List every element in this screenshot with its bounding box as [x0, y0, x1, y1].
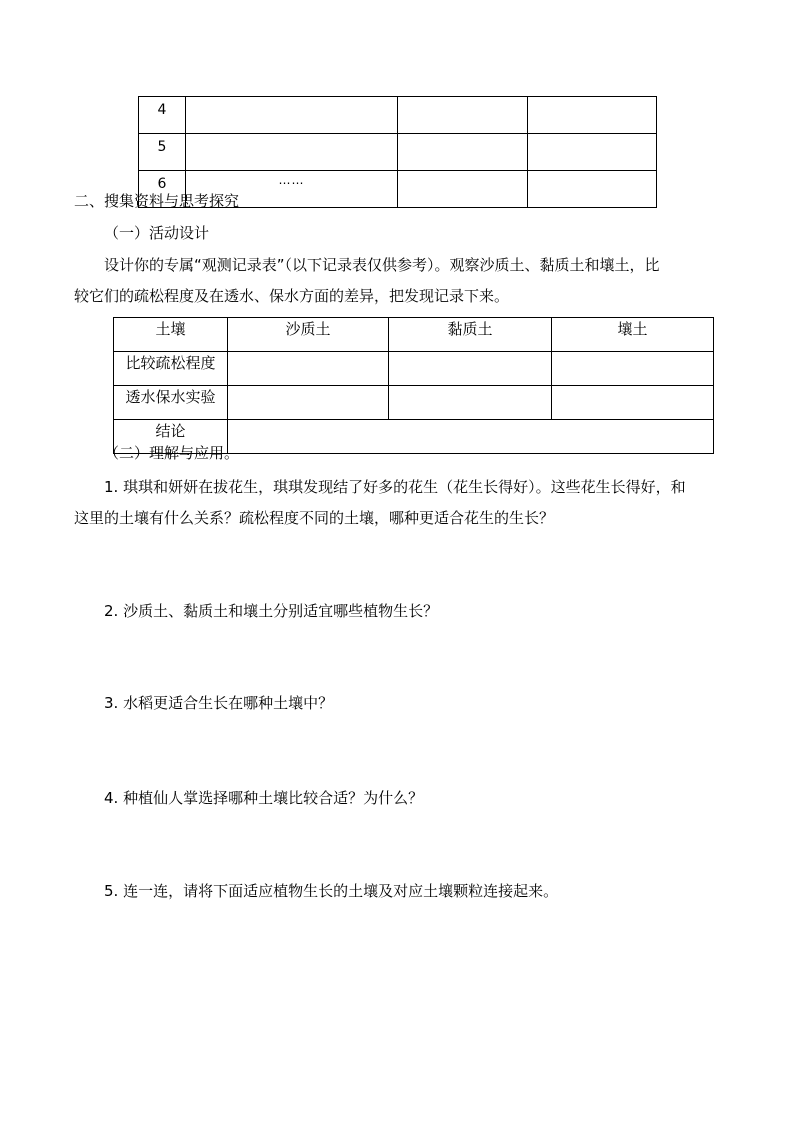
conclusion-cell[interactable] [228, 420, 714, 454]
question-5: 5. 连一连，请将下面适应植物生长的土壤及对应土壤颗粒连接起来。 [104, 882, 559, 900]
question-2: 2. 沙质土、黏质土和壤土分别适宜哪些植物生长？ [104, 602, 439, 620]
table-cell[interactable] [552, 386, 714, 420]
row-number: 4 [139, 97, 186, 134]
row-head-conclusion: 结论 [114, 420, 228, 454]
table-cell [186, 134, 398, 171]
table-cell [528, 97, 657, 134]
table-cell[interactable] [389, 386, 552, 420]
table-cell [398, 171, 528, 208]
ellipsis-cell: …… [186, 171, 398, 208]
row-head-looseness: 比较疏松程度 [114, 352, 228, 386]
table-row [139, 134, 657, 171]
table-cell[interactable] [389, 352, 552, 386]
table-cell [398, 134, 528, 171]
paragraph-line: 设计你的专属“观测记录表”（以下记录表仅供参考）。观察沙质土、黏质土和壤土，比 [104, 256, 660, 274]
question-3: 3. 水稻更适合生长在哪种土壤中？ [104, 694, 334, 712]
row-number: 6 [139, 171, 186, 208]
table-cell [528, 134, 657, 171]
table-row [139, 97, 657, 134]
table-cell[interactable] [552, 352, 714, 386]
row-number: 5 [139, 134, 186, 171]
table-cell [528, 171, 657, 208]
header-cell-clay-soil: 黏质土 [389, 318, 552, 352]
table-row [114, 386, 714, 420]
table-row [114, 352, 714, 386]
table-cell[interactable] [228, 386, 389, 420]
table-header-row [114, 318, 714, 352]
question-1-line: 这里的土壤有什么关系？疏松程度不同的土壤，哪种更适合花生的生长？ [74, 509, 555, 527]
question-4: 4. 种植仙人掌选择哪种土壤比较合适？为什么？ [104, 789, 424, 807]
row-head-water-test: 透水保水实验 [114, 386, 228, 420]
section-heading: 二、搜集资料与思考探究 [74, 192, 240, 210]
paragraph-line: 较它们的疏松程度及在透水、保水方面的差异，把发现记录下来。 [74, 287, 510, 305]
subsection-activity-design: （一）活动设计 [104, 224, 210, 242]
question-1-line: 1. 琪琪和妍妍在拔花生，琪琪发现结了好多的花生（花生长得好）。这些花生长得好，和 [104, 478, 686, 496]
table-cell[interactable] [228, 352, 389, 386]
observation-record-table [113, 317, 714, 454]
subsection-understanding: （二）理解与应用。 [104, 444, 240, 462]
header-cell-loam: 壤土 [552, 318, 714, 352]
table-cell [186, 97, 398, 134]
header-cell-sandy-soil: 沙质土 [228, 318, 389, 352]
table-cell [398, 97, 528, 134]
header-cell-soil: 土壤 [114, 318, 228, 352]
